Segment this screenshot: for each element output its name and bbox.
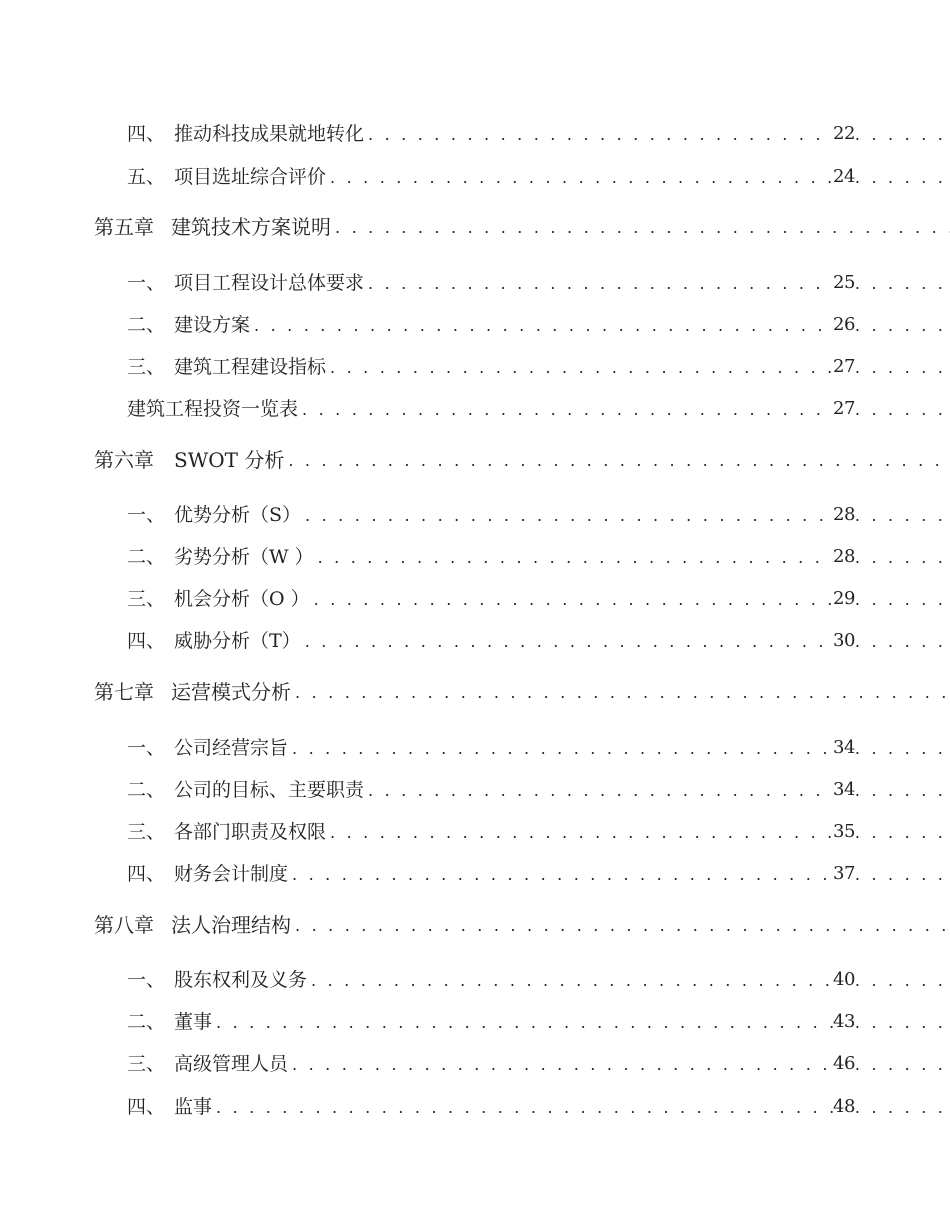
- toc-entry-page: 28: [833, 504, 855, 525]
- toc-entry-page: 28: [833, 546, 855, 567]
- toc-chapter-entry[interactable]: [0, 911, 950, 939]
- dot-leader: [855, 355, 950, 381]
- toc-entry-title: 威胁分析（T）: [174, 630, 301, 652]
- toc-chapter-number: 第七章: [94, 680, 154, 704]
- toc-entry-number: 一、: [127, 737, 166, 759]
- toc-entry-title: 各部门职责及权限: [174, 821, 327, 843]
- toc-entry[interactable]: [0, 818, 950, 846]
- toc-page-group: [833, 627, 950, 655]
- toc-entry-title: 优势分析（S）: [174, 504, 302, 526]
- toc-entry-page: 26: [833, 314, 855, 335]
- toc-chapter-number: 第六章: [94, 448, 154, 472]
- toc-page-group: [833, 395, 950, 423]
- toc-entry-number: 一、: [127, 969, 166, 991]
- toc-entry-title: 建筑工程建设指标: [174, 356, 327, 378]
- dot-leader: [288, 448, 950, 474]
- toc-entry[interactable]: [0, 311, 950, 339]
- toc-entry-page: 35: [833, 821, 855, 842]
- toc-entry-page: 30: [833, 630, 855, 651]
- toc-entry[interactable]: [0, 163, 950, 191]
- toc-page-group: [833, 543, 950, 571]
- dot-leader: [855, 122, 950, 148]
- dot-leader: [855, 820, 950, 846]
- toc-entry-title: 推动科技成果就地转化: [174, 123, 365, 145]
- dot-leader: [855, 1095, 950, 1121]
- toc-entry-title: 机会分析（O ）: [174, 588, 310, 610]
- dot-leader: [855, 1052, 950, 1078]
- toc-entry-title: 董事: [174, 1011, 213, 1033]
- toc-entry[interactable]: [0, 966, 950, 994]
- dot-leader: [855, 968, 950, 994]
- toc-chapter-entry[interactable]: [0, 213, 950, 241]
- toc-entry-page: 37: [833, 863, 855, 884]
- toc-entry-number: 五、: [127, 166, 166, 188]
- toc-page-group: [833, 1008, 950, 1036]
- toc-entry-number: 一、: [127, 504, 166, 526]
- toc-page-group: [833, 734, 950, 762]
- toc-entry-number: 四、: [127, 123, 166, 145]
- toc-entry-number: 四、: [127, 630, 166, 652]
- toc-entry-page: 43: [833, 1011, 855, 1032]
- toc-entry-page: 34: [833, 779, 855, 800]
- toc-entry-page: 46: [833, 1053, 855, 1074]
- toc-entry-page: 27: [833, 398, 855, 419]
- toc-page-group: [833, 311, 950, 339]
- toc-entry-title: 建设方案: [174, 314, 251, 336]
- toc-entry-number: 四、: [127, 863, 166, 885]
- toc-entry-number: 三、: [127, 588, 166, 610]
- toc-page-group: [833, 353, 950, 381]
- toc-entry[interactable]: [0, 501, 950, 529]
- toc-entry[interactable]: [0, 353, 950, 381]
- toc-entry[interactable]: [0, 543, 950, 571]
- dot-leader: [855, 587, 950, 613]
- toc-chapter-title: 法人治理结构: [171, 913, 291, 937]
- toc-page-group: [833, 1093, 950, 1121]
- toc-entry-number: 三、: [127, 356, 166, 378]
- toc-entry[interactable]: [0, 734, 950, 762]
- toc-entry-title: 建筑工程投资一览表: [127, 398, 299, 420]
- toc-chapter-title: 建筑技术方案说明: [171, 215, 331, 239]
- toc-chapter-number: 第八章: [94, 913, 154, 937]
- toc-entry-page: 34: [833, 737, 855, 758]
- toc-entry-title: 项目选址综合评价: [174, 166, 327, 188]
- toc-entry[interactable]: [0, 627, 950, 655]
- toc-page-group: [833, 966, 950, 994]
- toc-entry-number: 三、: [127, 1053, 166, 1075]
- toc-entry-number: 一、: [127, 272, 166, 294]
- toc-entry-title: 项目工程设计总体要求: [174, 272, 365, 294]
- dot-leader: [855, 165, 950, 191]
- toc-chapter-title: SWOT 分析: [174, 448, 285, 472]
- toc-entry-title: 劣势分析（W ）: [174, 546, 314, 568]
- dot-leader: [855, 503, 950, 529]
- dot-leader: [295, 680, 950, 706]
- toc-entry-page: 40: [833, 969, 855, 990]
- toc-entry-page: 27: [833, 356, 855, 377]
- toc-entry[interactable]: [0, 120, 950, 148]
- toc-entry-title: 监事: [174, 1096, 213, 1118]
- toc-entry-page: 25: [833, 272, 855, 293]
- toc-entry[interactable]: [0, 1093, 950, 1121]
- toc-page-group: [833, 818, 950, 846]
- toc-entry[interactable]: [0, 860, 950, 888]
- toc-entry-page: 29: [833, 588, 855, 609]
- dot-leader: [855, 397, 950, 423]
- dot-leader: [855, 1010, 950, 1036]
- toc-table-entry[interactable]: [0, 395, 950, 423]
- toc-chapter-title: 运营模式分析: [171, 680, 291, 704]
- toc-entry-page: 24: [833, 166, 855, 187]
- toc-chapter-entry[interactable]: [0, 678, 950, 706]
- toc-entry-title: 股东权利及义务: [174, 969, 308, 991]
- toc-page-group: [833, 585, 950, 613]
- toc-entry[interactable]: [0, 269, 950, 297]
- toc-page-group: [833, 501, 950, 529]
- toc-entry-title: 公司的目标、主要职责: [174, 779, 365, 801]
- toc-entry-title: 公司经营宗旨: [174, 737, 289, 759]
- toc-chapter-entry[interactable]: [0, 446, 950, 474]
- toc-entry[interactable]: [0, 776, 950, 804]
- toc-entry-page: 22: [833, 123, 855, 144]
- toc-entry-title: 高级管理人员: [174, 1053, 289, 1075]
- toc-entry-title: 财务会计制度: [174, 863, 289, 885]
- toc-entry-number: 二、: [127, 779, 166, 801]
- dot-leader: [295, 913, 950, 939]
- dot-leader: [855, 271, 950, 297]
- toc-page-group: [833, 269, 950, 297]
- dot-leader: [855, 778, 950, 804]
- toc-chapter-number: 第五章: [94, 215, 154, 239]
- toc-entry[interactable]: [0, 1050, 950, 1078]
- toc-entry[interactable]: [0, 1008, 950, 1036]
- dot-leader: [335, 215, 950, 241]
- dot-leader: [855, 629, 950, 655]
- toc-page-group: [833, 860, 950, 888]
- dot-leader: [855, 313, 950, 339]
- toc-page-group: [833, 163, 950, 191]
- dot-leader: [855, 736, 950, 762]
- toc-entry-number: 三、: [127, 821, 166, 843]
- dot-leader: [855, 862, 950, 888]
- toc-entry-number: 二、: [127, 1011, 166, 1033]
- dot-leader: [855, 545, 950, 571]
- toc-page-group: [833, 776, 950, 804]
- toc-entry-number: 二、: [127, 546, 166, 568]
- toc-page-group: [833, 120, 950, 148]
- toc-page-group: [833, 1050, 950, 1078]
- toc-entry-number: 四、: [127, 1096, 166, 1118]
- toc-entry[interactable]: [0, 585, 950, 613]
- toc-entry-number: 二、: [127, 314, 166, 336]
- toc-entry-page: 48: [833, 1096, 855, 1117]
